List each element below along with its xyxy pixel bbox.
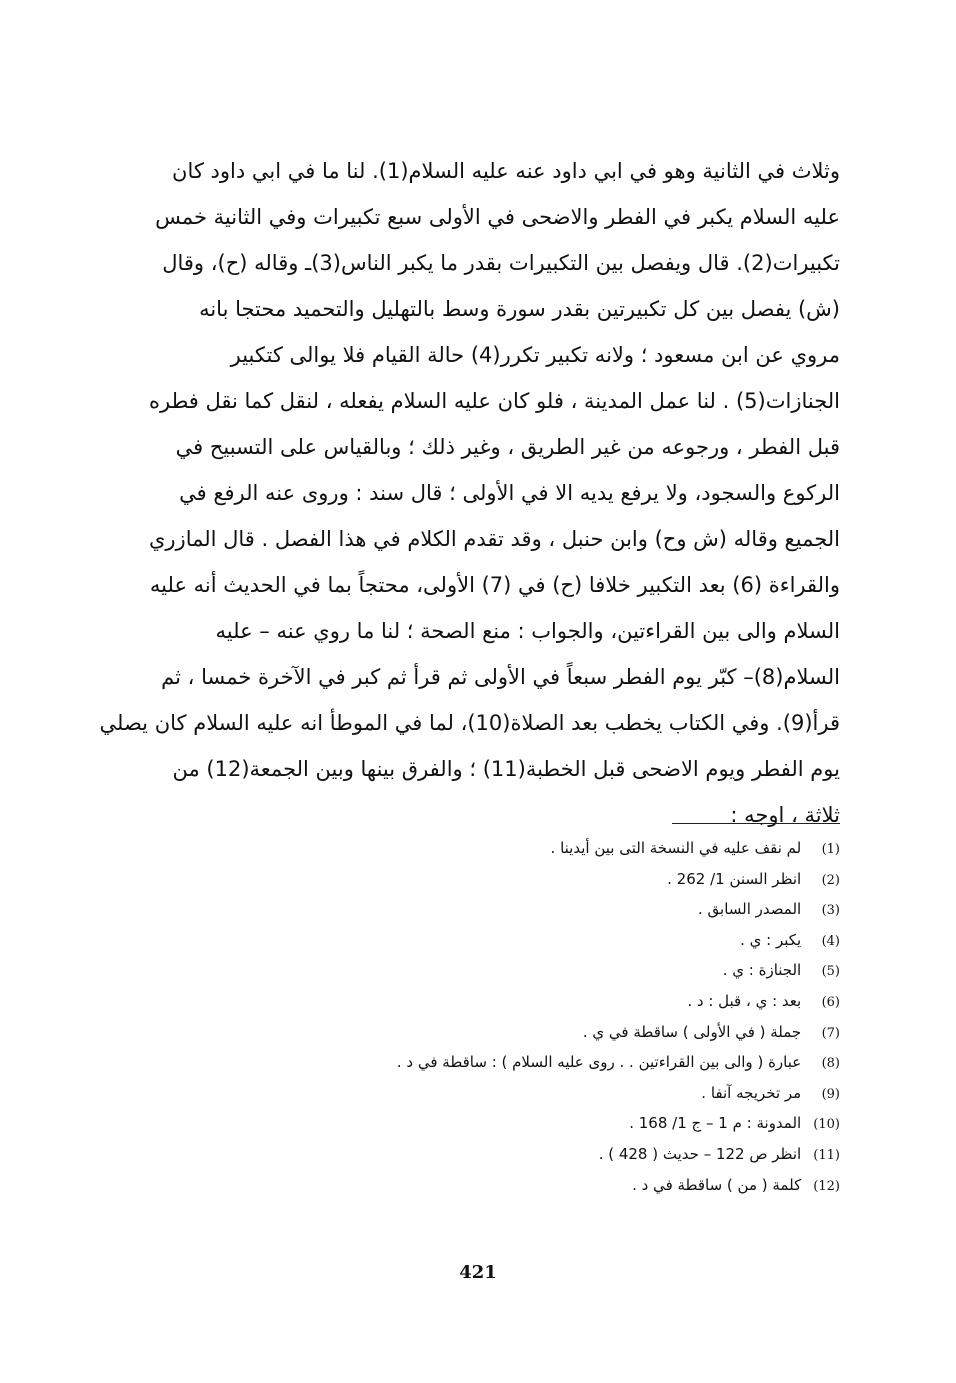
footnote: [300, 894, 840, 925]
text-line: الجميع وقاله (ش وح) وابن حنبل ، وقد تقدم الكلام في هذا الفصل . قال المازري: [148, 527, 840, 551]
text-line: قرأ(9). وفي الكتاب يخطب بعد الصلاة(10)، لما في الموطأ انه عليه السلام كان يصلي: [99, 711, 840, 735]
footnote-text: عبارة ( والى بين القراءتين . . روى عليه السلام ) : ساقطة في د .: [396, 1053, 802, 1072]
text-line: وثلاث في الثانية وهو في ابي داود عنه عليه السلام(1). لنا ما في ابي داود كان: [172, 159, 840, 183]
text-line: الركوع والسجود، ولا يرفع يديه الا في الأولى ؛ قال سند : وروى عنه الرفع في: [179, 481, 840, 505]
footnote: [300, 1139, 840, 1170]
footnote-number: (10): [813, 1117, 840, 1133]
text-line: (ش) يفصل بين كل تكبيرتين بقدر سورة وسط بالتهليل والتحميد محتجا بانه: [199, 297, 840, 321]
footnote-number: (9): [821, 1086, 840, 1102]
footnote-text: بعد : ي ، قبل : د .: [687, 991, 802, 1010]
footnote-text: يكبر : ي .: [740, 930, 802, 949]
text-line: مروي عن ابن مسعود ؛ ولانه تكبير تكرر(4) حالة القيام فلا يوالى كتكبير: [230, 343, 840, 367]
footnote-number: (5): [821, 964, 840, 980]
footnote: [300, 1078, 840, 1109]
footnote-number: (1): [821, 842, 840, 857]
footnote-text: انظر ص 122 – حديث ( 428 ) .: [598, 1144, 802, 1163]
footnote: [300, 955, 840, 986]
footnote-number: (4): [821, 933, 840, 949]
text-line: السلام(8)– كبّر يوم الفطر سبعاً في الأولى ثم قرأ ثم كبر في الآخرة خمسا ، ثم: [161, 665, 840, 689]
text-line: قبل الفطر ، ورجوعه من غير الطريق ، وغير ذلك ؛ وبالقياس على التسبيح في: [175, 435, 840, 459]
footnote-text: مر تخريجه آنفا .: [701, 1083, 802, 1102]
footnote: [300, 864, 840, 895]
footnote-text: جملة ( في الأولى ) ساقطة في ي .: [582, 1022, 802, 1041]
footnote-number: (11): [813, 1147, 840, 1163]
footnote-text: الجنازة : ي .: [722, 961, 802, 980]
text-line: السلام والى بين القراءتين، والجواب : منع الصحة ؛ لنا ما روي عنه – عليه: [215, 619, 840, 643]
footnote: [300, 1108, 840, 1139]
page-number: 421: [459, 1262, 497, 1283]
text-line: عليه السلام يكبر في الفطر والاضحى في الأولى سبع تكبيرات وفي الثانية خمس: [155, 205, 840, 229]
footnote-text: المدونة : م 1 – ج 1/ 168 .: [629, 1114, 802, 1133]
footnotes-block: [300, 833, 840, 1200]
main-text-block: [99, 148, 840, 838]
text-line: تكبيرات(2). قال ويفصل بين التكبيرات بقدر ما يكبر الناس(3)ـ وقاله (ح)، وقال: [162, 251, 840, 275]
footnote-text: لم نقف عليه في النسخة التى بين أيدينا .: [550, 839, 802, 857]
footnote: [300, 925, 840, 956]
footnote-number: (3): [821, 903, 840, 919]
footnote: [300, 1170, 840, 1201]
footnote-number: (12): [813, 1178, 840, 1194]
text-line: ثلاثة ، اوجه :: [730, 803, 840, 827]
text-line: يوم الفطر ويوم الاضحى قبل الخطبة(11) ؛ والفرق بينها وبين الجمعة(12) من: [172, 757, 840, 781]
footnote-number: (2): [821, 872, 840, 888]
footnote-text: كلمة ( من ) ساقطة في د .: [632, 1175, 802, 1194]
footnote-text: المصدر السابق .: [698, 900, 802, 919]
footnote-text: انظر السنن 1/ 262 .: [667, 869, 802, 888]
footnote: [300, 986, 840, 1017]
footnote-number: (6): [821, 994, 840, 1010]
footnote: [300, 1017, 840, 1048]
footnote-number: (8): [821, 1056, 840, 1072]
footnote-divider: [672, 823, 840, 824]
text-line: الجنازات(5) . لنا عمل المدينة ، فلو كان عليه السلام يفعله ، لنقل كما نقل فطره: [148, 389, 840, 413]
text-line: والقراءة (6) بعد التكبير خلافا (ح) في (7) الأولى، محتجاً بما في الحديث أنه عليه: [149, 573, 840, 597]
footnote-number: (7): [821, 1025, 840, 1041]
footnote: [300, 1047, 840, 1078]
footnote: [300, 833, 840, 864]
